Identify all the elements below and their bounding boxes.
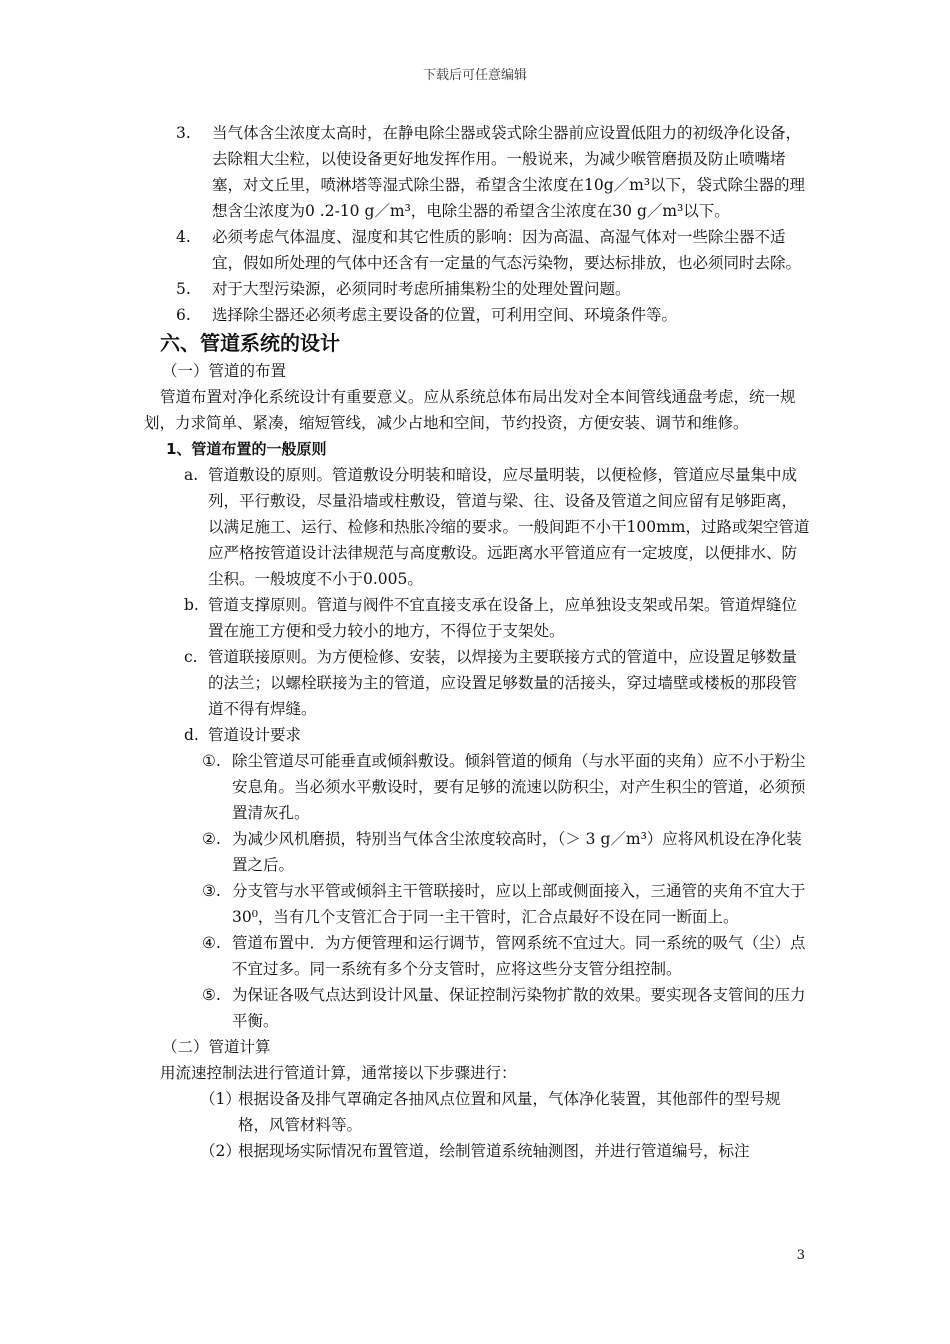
- section-heading: 六、管道系统的设计: [160, 331, 340, 355]
- list-text: 选择除尘器还必须考虑主要设备的位置，可利用空间、环境条件等。: [212, 306, 678, 324]
- list-item: [160, 276, 810, 302]
- list-item: [160, 748, 810, 826]
- page-header: 下载后可任意编辑: [422, 68, 527, 83]
- list-item: [160, 224, 810, 276]
- list-text: 管道支撑原则。管道与阀件不宜直接支承在设备上，应单独设支架或吊架。管道焊缝位置在施工方便和受力较小的地方，不得位于支架处。: [208, 596, 798, 640]
- list-label: ②.: [202, 830, 221, 848]
- list-text: 根据现场实际情况布置管道，绘制管道系统轴测图，并进行管道编号，标注: [238, 1142, 750, 1160]
- list-item: [160, 592, 810, 644]
- list-item: [160, 826, 810, 878]
- list-text: 对于大型污染源，必须同时考虑所捕集粉尘的处理处置问题。: [212, 280, 631, 298]
- list-number: 3.: [176, 124, 191, 142]
- list-number: 5.: [176, 280, 191, 298]
- list-number: 4.: [176, 228, 191, 246]
- list-label: ⑤.: [202, 986, 221, 1004]
- list-item: [160, 120, 810, 224]
- list-item: [160, 722, 810, 748]
- list-label: ③.: [202, 882, 221, 900]
- list-item: [160, 644, 810, 722]
- list-label: （1）: [200, 1090, 241, 1108]
- list-number: 6.: [176, 306, 191, 324]
- list-item: [160, 462, 810, 592]
- subsection-heading: （二）管道计算: [162, 1038, 271, 1056]
- list-label: ①.: [202, 752, 221, 770]
- list-text: 除尘管道尽可能垂直或倾斜敷设。倾斜管道的倾角（与水平面的夹角）应不小于粉尘安息角。当必须水平敷设时，要有足够的流速以防积尘，对产生积尘的管道，必须预置清灰孔。: [232, 752, 806, 822]
- list-item: [160, 878, 810, 930]
- list-label: a.: [184, 466, 199, 484]
- list-label: c.: [184, 648, 198, 666]
- list-text: 当气体含尘浓度太高时，在静电除尘器或袋式除尘器前应设置低阻力的初级净化设备，去除粗大尘粒，以使设备更好地发挥作用。一般说来，为减少喉管磨损及防止喷嘴堵塞，对文丘里，喷淋塔等湿式除尘器，希望含尘浓度在10g／m³以下，袋式除尘器的理想含尘浓度为0 .2-10 g／m³，电除尘器的希望含尘浓度在30 g／m³以下。: [212, 124, 806, 220]
- list-item: [160, 930, 810, 982]
- list-item: [160, 302, 810, 328]
- subsection-heading: （一）管道的布置: [162, 362, 287, 380]
- list-text: 为保证各吸气点达到设计风量、保证控制污染物扩散的效果。要实现各支管间的压力平衡。: [232, 986, 806, 1030]
- list-item: [160, 982, 810, 1034]
- list-label: ④.: [202, 934, 221, 952]
- list-text: 为减少风机磨损，特别当气体含尘浓度较高时，（＞ 3 g／m³）应将风机设在净化装置之后。: [232, 830, 802, 874]
- list-label: d.: [184, 726, 199, 744]
- principle-heading: 1、管道布置的一般原则: [166, 440, 327, 458]
- list-text: 管道设计要求: [208, 726, 302, 744]
- list-item: [160, 1138, 810, 1164]
- list-text: 管道布置中．为方便管理和运行调节，管网系统不宜过大。同一系统的吸气（尘）点不宜过多。同一系统有多个分支管时，应将这些分支管分组控制。: [232, 934, 806, 978]
- list-text: 必须考虑气体温度、湿度和其它性质的影响：因为高温、高湿气体对一些除尘器不适宜，假如所处理的气体中还含有一定量的气态污染物，要达标排放，也必须同时去除。: [212, 228, 802, 272]
- paragraph: 管道布置对净化系统设计有重要意义。应从系统总体布局出发对全本间管线通盘考虑，统一规划，力求简单、紧凑，缩短管线，减少占地和空间，节约投资，方便安装、调节和维修。: [144, 388, 796, 432]
- list-text: 管道联接原则。为方便检修、安装，以焊接为主要联接方式的管道中，应设置足够数量的法兰；以螺栓联接为主的管道，应设置足够数量的活接头，穿过墙壁或楼板的那段管道不得有焊缝。: [208, 648, 798, 718]
- list-item: [160, 1086, 810, 1138]
- list-label: （2）: [200, 1142, 241, 1160]
- document-body: [144, 120, 810, 1164]
- paragraph: 用流速控制法进行管道计算，通常接以下步骤进行：: [160, 1064, 517, 1082]
- list-text: 分支管与水平管或倾斜主干管联接时，应以上部或侧面接入，三通管的夹角不宜大于30⁰，当有几个支管汇合于同一主干管时，汇合点最好不设在同一断面上。: [232, 882, 806, 926]
- list-text: 根据设备及排气罩确定各抽风点位置和风量，气体净化装置，其他部件的型号规格，风管材料等。: [238, 1090, 781, 1134]
- page-number: 3: [796, 1248, 805, 1263]
- list-label: b.: [184, 596, 199, 614]
- list-text: 管道敷设的原则。管道敷设分明装和暗设，应尽量明装，以便检修，管道应尽量集中成列，平行敷设，尽量沿墙或柱敷设，管道与梁、往、设备及管道之间应留有足够距离，以满足施工、运行、检修和热胀冷缩的要求。一般间距不小干100mm，过路或架空管道应严格按管道设计法律规范与高度敷设。远距离水平管道应有一定坡度，以便排水、防尘积。一般坡度不小于0.005。: [208, 466, 810, 588]
